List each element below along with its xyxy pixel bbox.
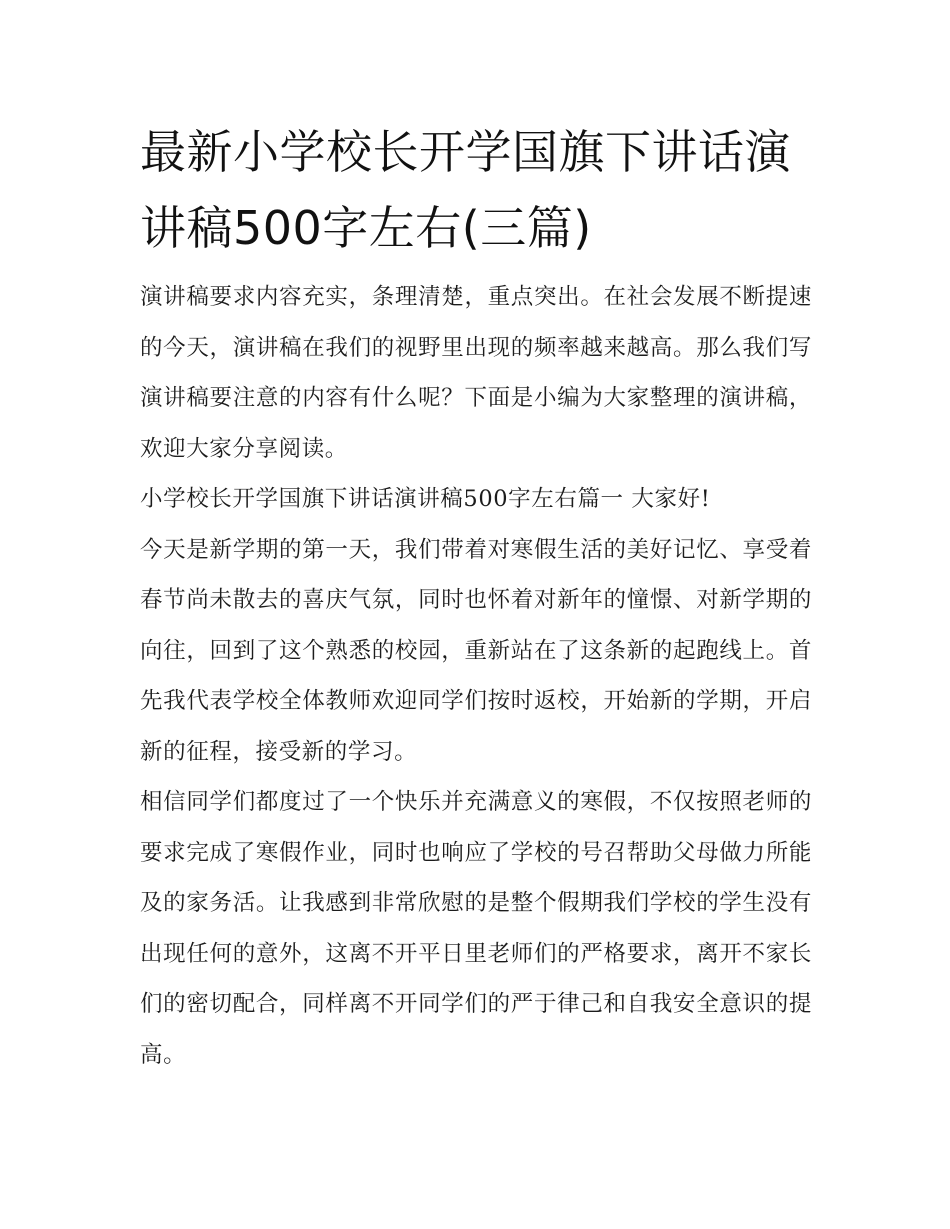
document-title: 最新小学校长开学国旗下讲话演讲稿500字左右(三篇) [140, 125, 791, 255]
body-paragraph: 相信同学们都度过了一个快乐并充满意义的寒假，不仅按照老师的要求完成了寒假作业，同时也响应了学校的号召帮助父母做力所能及的家务活。让我感到非常欣慰的是整个假期我们学校的学生没有出现任何的意外，这离不开平日里老师们的严格要求，离开不家长们的密切配合，同样离不开同学们的严于律己和自我安全意识的提高。 [140, 789, 812, 1068]
body-paragraph: 今天是新学期的第一天，我们带着对寒假生活的美好记忆、享受着春节尚未散去的喜庆气氛，同时也怀着对新年的憧憬、对新学期的向往，回到了这个熟悉的校园，重新站在了这条新的起跑线上。首先我代表学校全体教师欢迎同学们按时返校，开始新的学期，开启新的征程，接受新的学习。 [140, 536, 812, 765]
document-page [140, 114, 812, 1080]
intro-paragraph: 演讲稿要求内容充实，条理清楚，重点突出。在社会发展不断提速的今天，演讲稿在我们的视野里出现的频率越来越高。那么我们写演讲稿要注意的内容有什么呢？下面是小编为大家整理的演讲稿，欢迎大家分享阅读。 [140, 284, 812, 462]
section-heading-paragraph: 小学校长开学国旗下讲话演讲稿500字左右篇一 大家好! [140, 486, 711, 512]
